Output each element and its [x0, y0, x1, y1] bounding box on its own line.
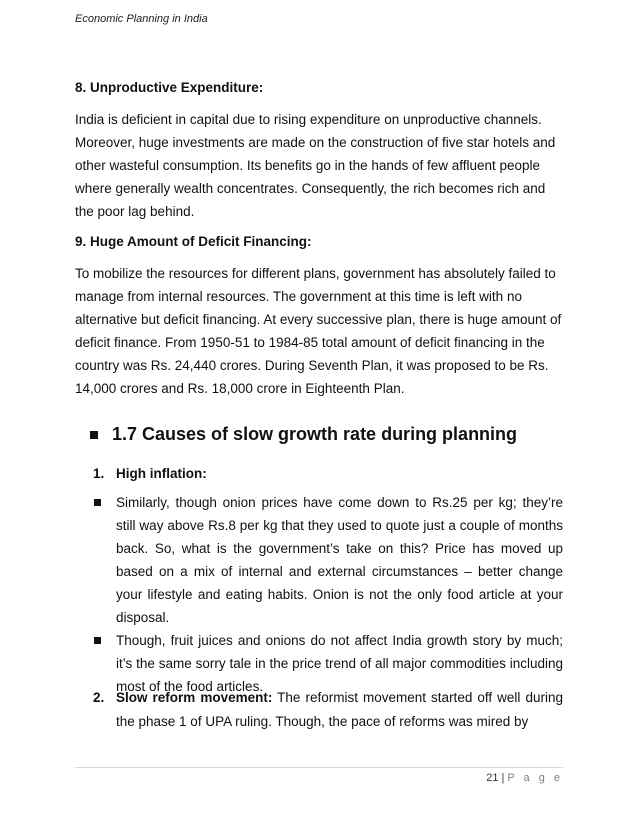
running-header: Economic Planning in India	[75, 13, 208, 25]
section-1-7-title: 1.7 Causes of slow growth rate during planning	[112, 424, 518, 444]
inflation-bullet-list	[93, 491, 563, 698]
item-2-paragraph	[93, 686, 563, 734]
section-9-heading: 9. Huge Amount of Deficit Financing:	[75, 234, 312, 249]
footer-separator: |	[501, 772, 505, 784]
square-bullet-icon	[94, 637, 101, 644]
footer-divider	[75, 767, 563, 768]
item-2-text: The reformist movement started off well during the phase 1 of UPA ruling. Though, the pace of reforms was mired by	[116, 690, 563, 729]
page-number: 21	[486, 772, 499, 784]
page-word: P a g e	[507, 772, 563, 784]
section-1-7-heading	[90, 424, 517, 445]
bullet-text: Though, fruit juices and onions do not affect India growth story by much; it’s the same sorry tale in the price trend of all major commodities including most of the food articles.	[116, 633, 563, 694]
item-1-heading	[93, 466, 207, 481]
list-item	[93, 491, 563, 629]
section-9-paragraph: To mobilize the resources for different plans, government has absolutely failed to manage from internal resources. The government at this time is left with no alternative but deficit financing. At every successive plan, there is huge amount of deficit finance. From 1950-51 to 1984-85 total amount of deficit financing in the country was Rs. 24,440 crores. During Seventh Plan, it was proposed to be Rs. 14,000 crores and Rs. 18,000 crore in Eighteenth Plan.	[75, 266, 562, 396]
item-2-number: 2.	[93, 690, 105, 705]
item-1-number: 1.	[93, 466, 105, 481]
item-1-title: High inflation:	[116, 466, 207, 481]
page-footer	[486, 772, 563, 784]
square-bullet-icon	[90, 431, 98, 439]
bullet-text: Similarly, though onion prices have come down to Rs.25 per kg; they’re still way above Rs.8 per kg that they used to quote just a couple of months back. So, what is the government’s take on this? Price has moved up based on a mix of internal and external circumstances – better change your lifestyle and eating habits. Onion is not the only food article at your disposal.	[116, 495, 563, 625]
item-2-title: Slow reform movement:	[116, 690, 273, 705]
square-bullet-icon	[94, 499, 101, 506]
section-8-paragraph: India is deficient in capital due to rising expenditure on unproductive channels. Moreover, huge investments are made on the construction of five star hotels and other wasteful consumption. Its benefits go in the hands of few affluent people where generally wealth concentrates. Consequently, the rich becomes rich and the poor lag behind.	[75, 112, 556, 219]
section-8-heading: 8. Unproductive Expenditure:	[75, 80, 264, 95]
